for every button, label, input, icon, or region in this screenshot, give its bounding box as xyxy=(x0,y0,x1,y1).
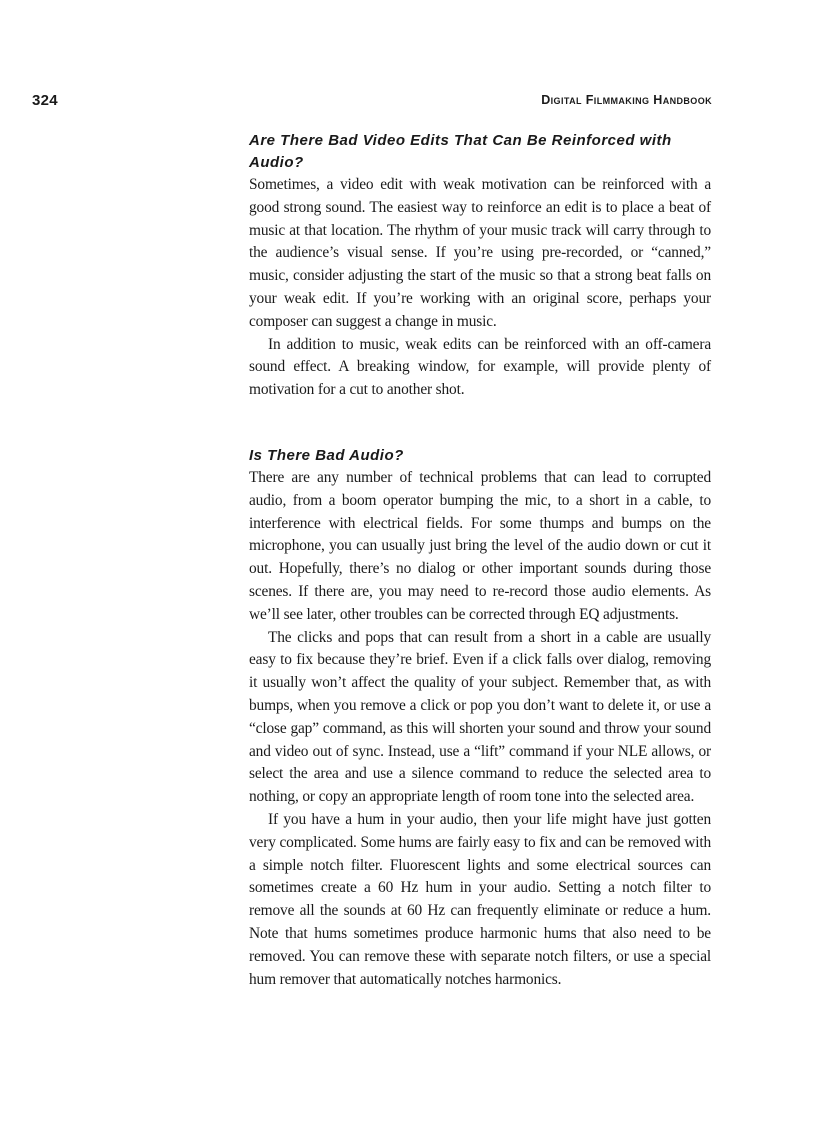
body-paragraph: There are any number of technical problems that can lead to corrupted audio, from a boom operator bumping the mic, to a short in a cable, to interference with electrical fields. For some thumps and bumps on the microphone, you can usually just bring the level of the audio down or cut it out. Hopefully, there’s no dialog or other important sounds during those scenes. If there are, you may need to re-record those audio elements. As we’ll see later, other troubles can be corrected through EQ adjustments. xyxy=(249,468,711,623)
section-heading-video-edits: Are There Bad Video Edits That Can Be Reinforced with Audio? xyxy=(249,132,672,171)
body-paragraph: Sometimes, a video edit with weak motivation can be reinforced with a good strong sound. The easiest way to reinforce an edit is to place a beat of music at that location. The rhythm of your music track will carry through to the audience’s visual sense. If you’re using pre-recorded, or “canned,” music, consider adjusting the start of the music so that a strong beat falls on your weak edit. If you’re working with an original score, perhaps your composer can suggest a change in music. xyxy=(249,176,711,330)
body-paragraph: If you have a hum in your audio, then your life might have just gotten very complicated. Some hums are fairly easy to fix and can be removed with a simple notch filter. Fluorescent lights and some electrical sources can sometimes create a 60 Hz hum in your audio. Setting a notch filter to remove all the sounds at 60 Hz can frequently eliminate or reduce a hum. Note that hums sometimes produce harmonic hums that also need to be removed. You can remove these with separate notch filters, or use a special hum remover that automatically notches harmonics. xyxy=(249,810,711,988)
page-body xyxy=(249,130,711,991)
section-heading-bad-audio: Is There Bad Audio? xyxy=(249,446,404,464)
body-paragraph: In addition to music, weak edits can be reinforced with an off-camera sound effect. A breaking window, for example, will provide plenty of motivation for a cut to another shot. xyxy=(249,335,711,399)
page-number: 324 xyxy=(32,92,58,109)
body-paragraph: The clicks and pops that can result from a short in a cable are usually easy to fix because they’re brief. Even if a click falls over dialog, removing it usually won’t affect the quality of your subject. Remember that, as with bumps, when you remove a click or pop you don’t want to delete it, or use a “close gap” command, as this will shorten your sound and throw your sound and video out of sync. Instead, use a “lift” command if your NLE allows, or select the area and use a silence command to reduce the selected area to nothing, or copy an appropriate length of room tone into the selected area. xyxy=(249,628,711,806)
running-head: Digital Filmmaking Handbook xyxy=(541,93,712,107)
